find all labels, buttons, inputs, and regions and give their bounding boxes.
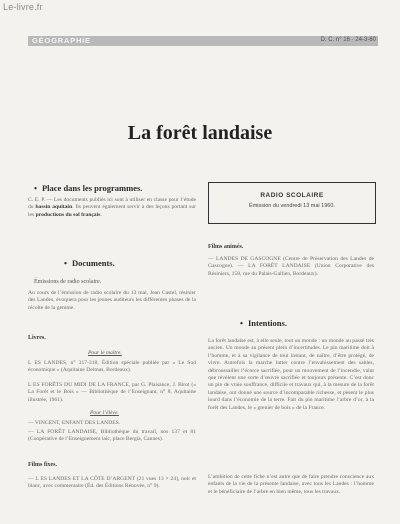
eleve-item-2: — LA FORÊT LANDAISE, Bibliothèque du travail, nos 137 et 81 (Coopérative de l’Enseignement laïc, place Bergia, Cannes). (28, 429, 196, 443)
watermark: Le-livre.fr (3, 2, 43, 12)
heading-documents: • Documents. (64, 258, 115, 268)
films-fixes-text: — L ES LANDES ET LA CÔTE D’ARGENT (21 vues 13 × 24), noir et blanc, avec commentaire (Éd. des Éditions Rénovée, n° 9). (28, 476, 196, 490)
films-animes-label: Films animés. (208, 244, 244, 250)
place-text-bold-1: bassin aquitain (35, 204, 73, 211)
eleve-item-1: — VINCENT, ENFANT DES LANDES. (28, 420, 121, 426)
maitre-item-1: L ES LANDES, n° 317-318, Édition spéciale publiée par « Le Sud économique » (Aquitaine Delmas, Bordeaux). (28, 360, 196, 374)
page-title: La forêt landaise (127, 122, 273, 144)
banner-label: GÉOGRAPHIE (32, 36, 91, 45)
maitre-item-2: L ES FORÊTS DU MIDI DE LA FRANCE, par G. Plaisance, J. Birot (« La Forêt et le Bois » — Bibliothèque de l’Enseignant, n° 8, Aquitaine illustrée, 1961). (28, 382, 196, 403)
document-reference: D. C. n° 16 · 24-3-60 (320, 37, 376, 43)
docs-paragraph: Au cours de l’émission de radio scolaire du 13 mai, Jean Castel, résinier des Landes, évoquera pour les jeunes auditeurs les différentes phases de la récolte de la gemme. (28, 290, 196, 311)
eleve-label: Pour l’élève. (90, 410, 119, 416)
heading-place-programmes: • Place dans les programmes. (34, 183, 142, 193)
radio-scolaire-box (208, 182, 376, 224)
livres-label: Livres. (28, 335, 46, 341)
intentions-paragraph: La forêt landaise est, à elle seule, tout un monde : un monde au passé très ancien. Un monde au présent plein d’incertitudes. Le pin maritime doit à l’homme, et à sa vigilance de tout instant, de naître, d’être protégé, de vivre. Autrefois la marche lutter contre l’envahissement des sables, débroussailler l’écorce sacrifiée, pour un mouvement de l’incendie, valut que révèlent une sorte d’œuvre sacrifiée et toujours présente. C’est donc un pin de vraie souffrance, difficile et travaux qui, à la mesure de la forêt landaise, ont donné une source d’incomparable richesse, et pèsent le plus lourd dans l’économie de la terre. Fait du pin maritime l’arbre d’or, à la forêt des Landes, le « grenier de bois » de la France. (208, 338, 374, 411)
place-text-3: . (100, 211, 102, 218)
place-text-2: . Ils peuvent également servir à des leçons portant sur les (28, 204, 196, 218)
docs-subheading: Émissions de radio scolaire. (34, 279, 102, 285)
place-text-1: C. E. P. — Les documents publiés ici sont à utiliser en classe pour l’étude du (28, 197, 196, 211)
maitre-label: Pour le maître. (88, 350, 122, 356)
place-paragraph (28, 197, 196, 219)
place-text-bold-2: productions du sol français (35, 211, 101, 218)
intentions-paragraph-2: L’ambition de cette fiche n’est autre que de faire prendre conscience aux enfants de la vie de la présente landaise, avec tous les Landes : l’homme et le bénéficiaire de l’arbre en bien même, tous les travaux. (208, 474, 374, 495)
heading-intentions: • Intentions. (240, 318, 287, 328)
films-fixes-label: Films fixes. (28, 462, 57, 468)
radio-box-title: RADIO SCOLAIRE (260, 192, 324, 199)
films-animes-text: — LANDES DE GASCOGNE (Centre de Préservation des Landes de Gascogne). — LA FORÊT LANDAISE (Union Corporative des Résiniers, 158, rue du Palais-Gallien, Bordeaux). (208, 256, 374, 277)
radio-box-date: Émission du vendredi 13 mai 1960. (249, 203, 335, 209)
